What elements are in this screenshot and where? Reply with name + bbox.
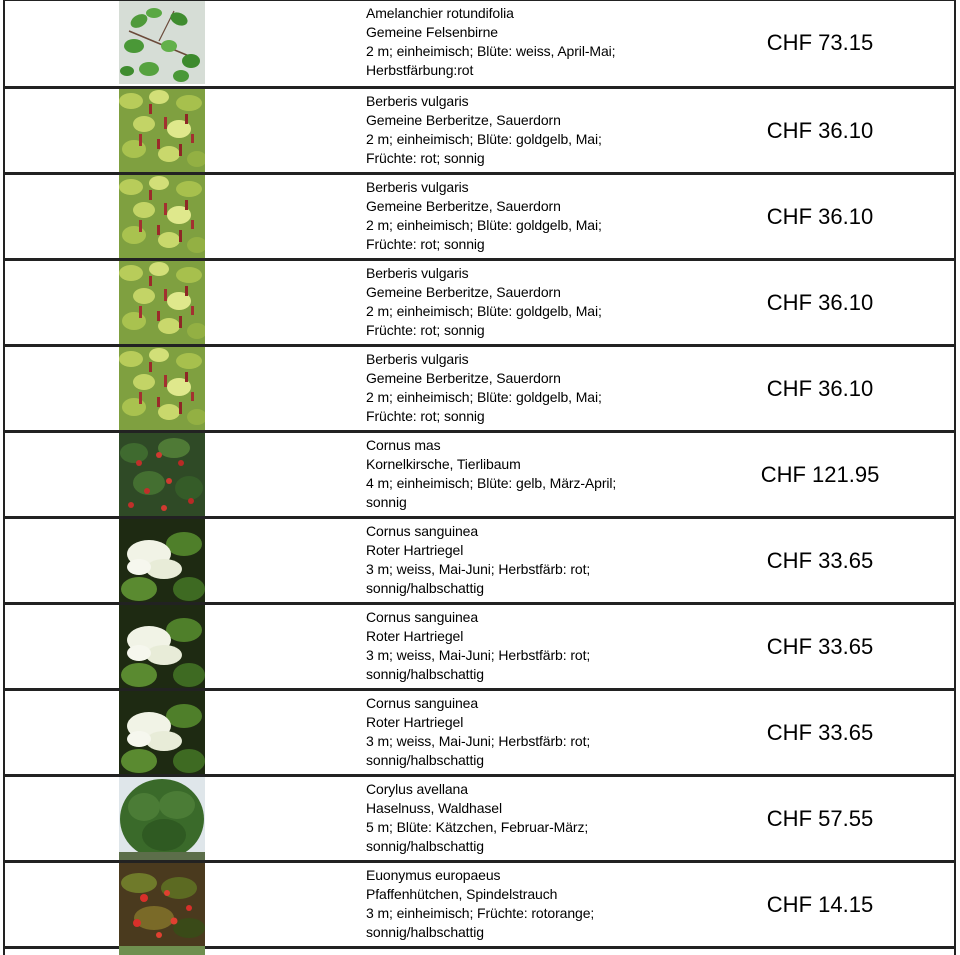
cornus-sanguinea-photo: [119, 691, 205, 774]
product-common-name: Kornelkirsche, Tierlibaum: [366, 456, 521, 472]
product-description: [366, 866, 696, 942]
list-item: [3, 777, 956, 863]
cornus-mas-photo: [119, 433, 205, 516]
product-detail-line: Herbstfärbung:rot: [366, 62, 474, 78]
product-latin-name: Euonymus europaeus: [366, 867, 501, 883]
product-common-name: Roter Hartriegel: [366, 542, 464, 558]
next-item-photo: [119, 946, 205, 955]
product-list: [3, 0, 956, 949]
product-common-name: Haselnuss, Waldhasel: [366, 800, 502, 816]
product-detail-line: 5 m; Blüte: Kätzchen, Februar-März;: [366, 819, 589, 835]
product-detail-line: sonnig/halbschattig: [366, 752, 484, 768]
product-common-name: Gemeine Berberitze, Sauerdorn: [366, 284, 561, 300]
product-description: [366, 92, 696, 168]
berberis-photo: [119, 175, 205, 258]
product-detail-line: 2 m; einheimisch; Blüte: goldgelb, Mai;: [366, 131, 602, 147]
product-common-name: Roter Hartriegel: [366, 714, 464, 730]
product-latin-name: Cornus sanguinea: [366, 609, 479, 625]
product-description: [366, 522, 696, 598]
product-common-name: Pfaffenhütchen, Spindelstrauch: [366, 886, 558, 902]
list-item: [3, 175, 956, 261]
amelanchier-photo: [119, 1, 205, 84]
product-common-name: Gemeine Berberitze, Sauerdorn: [366, 112, 561, 128]
corylus-photo: [119, 777, 205, 860]
product-price: CHF 33.65: [766, 547, 874, 573]
product-description: [366, 436, 696, 512]
product-price: CHF 14.15: [766, 891, 874, 917]
product-detail-line: 4 m; einheimisch; Blüte: gelb, März-April;: [366, 475, 617, 491]
product-price: CHF 33.65: [766, 719, 874, 745]
product-detail-line: 3 m; weiss, Mai-Juni; Herbstfärb: rot;: [366, 561, 591, 577]
product-price: CHF 33.65: [766, 633, 874, 659]
product-latin-name: Amelanchier rotundifolia: [366, 5, 514, 21]
product-price: CHF 36.10: [766, 117, 874, 143]
berberis-photo: [119, 89, 205, 172]
list-item: [3, 863, 956, 949]
product-detail-line: 3 m; weiss, Mai-Juni; Herbstfärb: rot;: [366, 733, 591, 749]
product-latin-name: Cornus sanguinea: [366, 695, 479, 711]
product-detail-line: sonnig/halbschattig: [366, 580, 484, 596]
product-latin-name: Cornus sanguinea: [366, 523, 479, 539]
product-common-name: Roter Hartriegel: [366, 628, 464, 644]
product-latin-name: Berberis vulgaris: [366, 93, 469, 109]
cornus-sanguinea-photo: [119, 605, 205, 688]
product-common-name: Gemeine Berberitze, Sauerdorn: [366, 370, 561, 386]
list-item: [3, 89, 956, 175]
list-item: [3, 605, 956, 691]
product-description: [366, 608, 696, 684]
product-detail-line: 2 m; einheimisch; Blüte: goldgelb, Mai;: [366, 303, 602, 319]
product-detail-line: 2 m; einheimisch; Blüte: goldgelb, Mai;: [366, 389, 602, 405]
product-latin-name: Berberis vulgaris: [366, 265, 469, 281]
product-detail-line: sonnig/halbschattig: [366, 924, 484, 940]
product-latin-name: Berberis vulgaris: [366, 351, 469, 367]
product-detail-line: 3 m; weiss, Mai-Juni; Herbstfärb: rot;: [366, 647, 591, 663]
product-latin-name: Corylus avellana: [366, 781, 468, 797]
list-item: [3, 433, 956, 519]
product-price: CHF 36.10: [766, 203, 874, 229]
list-item: [3, 347, 956, 433]
list-item: [3, 0, 956, 89]
berberis-photo: [119, 347, 205, 430]
next-list-item-partial: [3, 946, 956, 955]
product-description: [366, 694, 696, 770]
product-detail-line: sonnig/halbschattig: [366, 666, 484, 682]
euonymus-photo: [119, 863, 205, 946]
product-price: CHF 36.10: [766, 375, 874, 401]
product-detail-line: Früchte: rot; sonnig: [366, 408, 485, 424]
product-detail-line: 2 m; einheimisch; Blüte: goldgelb, Mai;: [366, 217, 602, 233]
product-common-name: Gemeine Berberitze, Sauerdorn: [366, 198, 561, 214]
list-item: [3, 519, 956, 605]
product-price: CHF 36.10: [766, 289, 874, 315]
product-detail-line: 3 m; einheimisch; Früchte: rotorange;: [366, 905, 595, 921]
product-description: [366, 4, 696, 80]
product-price: CHF 121.95: [760, 461, 880, 487]
product-description: [366, 178, 696, 254]
product-common-name: Gemeine Felsenbirne: [366, 24, 498, 40]
product-latin-name: Cornus mas: [366, 437, 441, 453]
product-detail-line: sonnig/halbschattig: [366, 838, 484, 854]
product-description: [366, 350, 696, 426]
product-description: [366, 264, 696, 340]
product-detail-line: Früchte: rot; sonnig: [366, 322, 485, 338]
product-detail-line: Früchte: rot; sonnig: [366, 150, 485, 166]
product-detail-line: sonnig: [366, 494, 407, 510]
berberis-photo: [119, 261, 205, 344]
product-detail-line: Früchte: rot; sonnig: [366, 236, 485, 252]
product-detail-line: 2 m; einheimisch; Blüte: weiss, April-Mai;: [366, 43, 616, 59]
product-price: CHF 73.15: [766, 29, 874, 55]
cornus-sanguinea-photo: [119, 519, 205, 602]
list-item: [3, 261, 956, 347]
product-description: [366, 780, 696, 856]
list-item: [3, 691, 956, 777]
product-price: CHF 57.55: [766, 805, 874, 831]
product-latin-name: Berberis vulgaris: [366, 179, 469, 195]
